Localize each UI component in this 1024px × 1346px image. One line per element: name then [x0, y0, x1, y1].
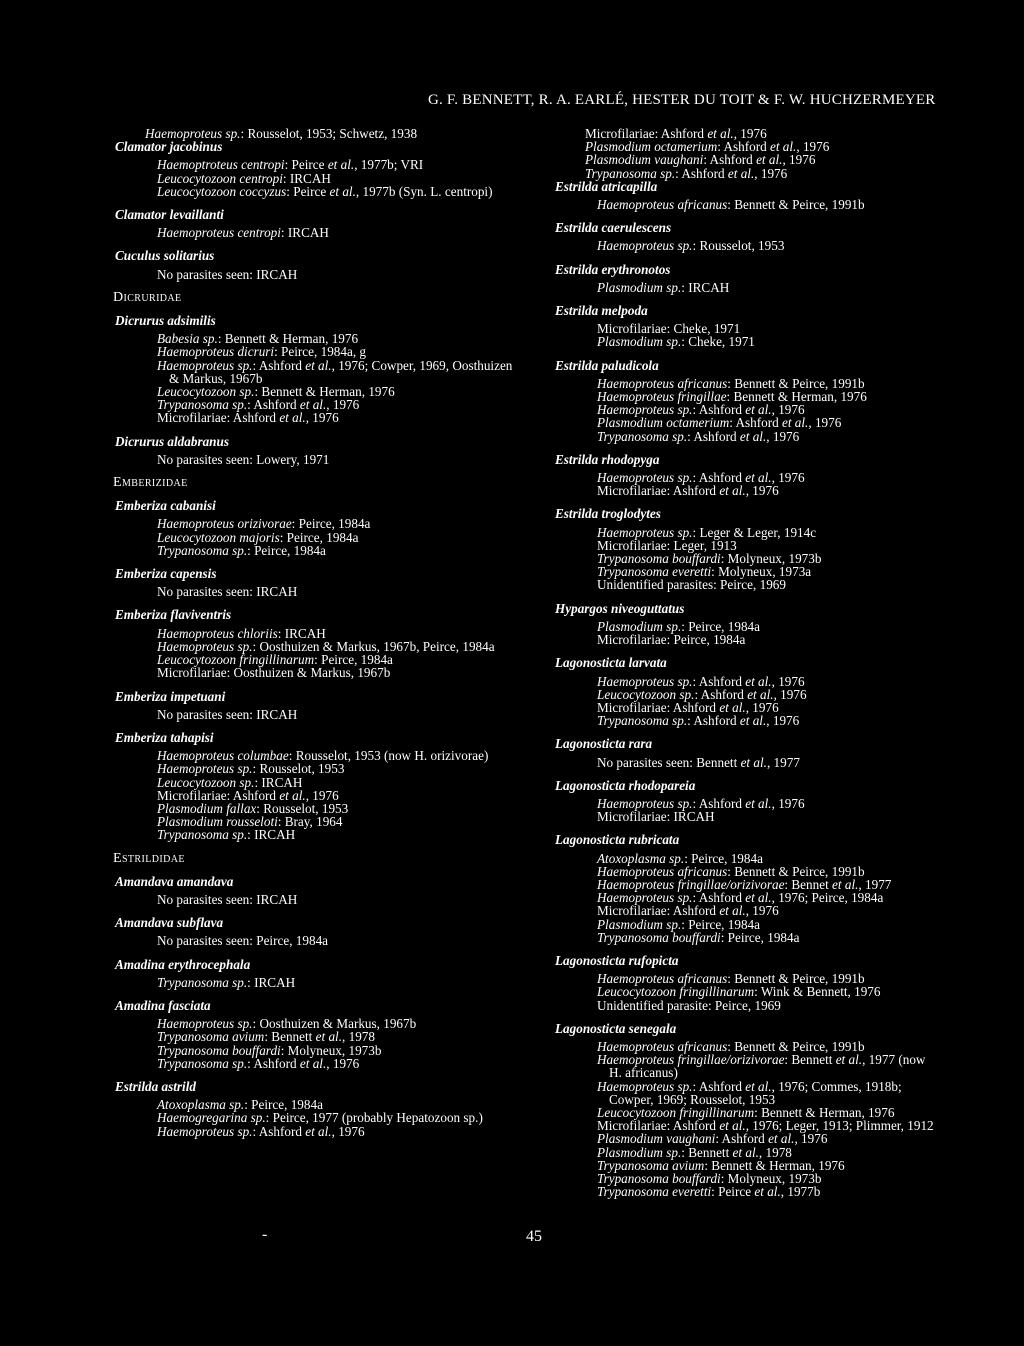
parasite-name: Haemoproteus africanus [597, 863, 728, 879]
citation: : Rousselot, 1953 [692, 238, 785, 254]
citation: : Ashford et al., 1976 [715, 1131, 828, 1147]
species-block [115, 999, 520, 1070]
parasite-entry [127, 934, 520, 947]
citation: : IRCAH [280, 225, 329, 241]
citation: : Molyneux, 1973b [720, 551, 822, 567]
species-name: Estrilda paludicola [555, 357, 659, 373]
parasite-name: Trypanosoma sp. [157, 827, 248, 843]
species-name: Estrilda troglodytes [555, 506, 661, 522]
citation: : Peirce, 1984a [314, 652, 393, 668]
citation: : Peirce, 1984a [247, 542, 326, 558]
citation: : Ashford et al., 1976 [247, 397, 360, 413]
species-name: Amadina erythrocephala [115, 956, 251, 972]
citation: : Peirce, 1977 (probably Hepatozoon sp.) [265, 1110, 483, 1126]
citation: : Ashford et al., 1976 [692, 795, 805, 811]
parasite-name: Haemoproteus sp. [597, 402, 693, 418]
parasite-name: Haemoproteus fringillae/orizivorae [597, 1052, 785, 1068]
parasite-name: No parasites seen [157, 933, 250, 949]
parasite-name: Unidentified parasite [597, 997, 708, 1013]
parasite-name: Microfilariae [597, 483, 667, 499]
citation: : Peirce, 1984a [681, 916, 760, 932]
species-name: Cuculus solitarius [115, 248, 215, 264]
parasite-name: Haemoproteus fringillae/orizivorae [597, 876, 785, 892]
parasite-entry [567, 931, 935, 944]
citation: : Bennett & Peirce, 1991b [727, 197, 865, 213]
citation: : Peirce, 1984a [681, 618, 760, 634]
parasite-name: Plasmodium sp. [597, 279, 682, 295]
citation: : Bennett & Peirce, 1991b [727, 863, 865, 879]
parasite-name: Leucocytozoon fringillinarum [597, 984, 755, 1000]
citation: : Molyneux, 1973a [711, 564, 812, 580]
species-block [555, 602, 935, 647]
species-block [555, 779, 935, 824]
citation: : Bennett & Herman, 1976 [217, 331, 359, 347]
citation: : Molyneux, 1973b [280, 1042, 382, 1058]
citation: : Ashford et al., 1976 [687, 428, 800, 444]
parasite-name: Plasmodium fallax [157, 800, 257, 816]
parasite-entry [127, 828, 520, 841]
citation: : Leger, 1913 [666, 537, 737, 553]
family-heading: Dicruridae [113, 289, 182, 305]
citation: : Ashford et al., 1976 [666, 699, 779, 715]
citation: : Ashford et al., 1976 [717, 139, 830, 155]
citation: : Rousselot, 1953 (now H. orizivorae) [288, 748, 489, 764]
citation: : Ashford et al., 1976 [692, 673, 805, 689]
citation: : IRCAH [249, 584, 298, 600]
parasite-entry [567, 714, 935, 727]
parasite-name: Trypanosoma sp. [157, 397, 248, 413]
citation: : Ashford et al., 1976 [729, 415, 842, 431]
citation: : Ashford et al., 1976; Cowper, 1969, Oosthuizen & Markus, 1967b [169, 357, 513, 386]
citation: : Bennett & Herman, 1976 [704, 1157, 845, 1173]
parasite-name: Trypanosoma avium [157, 1029, 265, 1045]
citation: : Bennett et al., 1978 [264, 1029, 375, 1045]
species-block [115, 608, 520, 679]
species-name: Estrilda atricapilla [555, 178, 658, 194]
parasite-name: Haemoproteus sp. [597, 890, 693, 906]
species-block [555, 656, 935, 727]
species-name: Amandava amandava [115, 873, 234, 889]
parasite-name: Haemoproteus sp. [597, 470, 693, 486]
parasite-name: Microfilariae [597, 903, 667, 919]
citation: : IRCAH [247, 827, 296, 843]
parasite-entry [567, 578, 935, 591]
parasite-name: Haemoproteus sp. [157, 1016, 253, 1032]
species-name: Clamator jacobinus [115, 139, 223, 155]
page-number: 45 [526, 1228, 542, 1245]
parasite-entry [567, 484, 935, 497]
citation: : Wink & Bennett, 1976 [754, 984, 881, 1000]
parasite-name: Babesia sp. [157, 331, 218, 347]
species-name: Lagonosticta rara [555, 736, 653, 752]
citation: : Molyneux, 1973b [720, 1171, 822, 1186]
citation: : Ashford et al., 1976 [703, 152, 816, 168]
parasite-name: Leucocytozoon sp. [157, 384, 255, 400]
left-column [115, 127, 520, 1148]
parasite-name: Leucocytozoon centropi [157, 170, 283, 186]
parasite-name: No parasites seen [157, 451, 250, 467]
parasite-name: No parasites seen [157, 584, 250, 600]
parasite-entry [127, 226, 520, 239]
parasite-name: Haemoproteus sp. [157, 761, 253, 777]
species-block [555, 954, 935, 1012]
citation: : Ashford et al., 1976 [675, 165, 788, 181]
citation: : IRCAH [249, 706, 298, 722]
species-block [115, 435, 520, 466]
parasite-name: Microfilariae [597, 537, 667, 553]
citation: : Rousselot, 1953 [252, 761, 345, 777]
parasite-name: Microfilariae [597, 1118, 667, 1134]
citation: : Peirce et al., 1977b; VRI [284, 157, 424, 173]
parasite-entry [127, 708, 520, 721]
parasite-entry [127, 666, 520, 679]
parasite-name: Plasmodium sp. [597, 334, 682, 350]
running-header: G. F. BENNETT, R. A. EARLÉ, HESTER DU TOIT & F. W. HUCHZERMEYER [428, 92, 936, 108]
parasite-name: Leucocytozoon sp. [597, 686, 695, 702]
citation: : Ashford et al., 1976 [666, 903, 779, 919]
citation: : Peirce, 1984a [684, 850, 763, 866]
parasite-entry [567, 810, 935, 823]
parasite-name: Microfilariae [157, 787, 227, 803]
footer-mark: - [262, 1226, 268, 1243]
species-name: Estrilda melpoda [555, 303, 648, 319]
citation: : IRCAH [249, 266, 298, 282]
parasite-name: No parasites seen [597, 754, 690, 770]
citation: : Bennett & Peirce, 1991b [727, 375, 865, 391]
parasite-name: Microfilariae [585, 126, 655, 141]
species-block [115, 875, 520, 906]
species-block [115, 314, 520, 425]
parasite-name: No parasites seen [157, 266, 250, 282]
citation: : Ashford et al., 1976 [226, 410, 339, 426]
citation: : Oosthuizen & Markus, 1967b [226, 665, 391, 681]
family-heading: Emberizidae [113, 475, 188, 491]
parasite-entry [127, 185, 520, 198]
species-name: Emberiza capensis [115, 566, 217, 582]
parasite-name: Haemoproteus sp. [157, 1123, 253, 1139]
parasite-name: Leucocytozoon majoris [157, 529, 280, 545]
species-name: Emberiza cabanisi [115, 498, 216, 514]
species-name: Estrilda erythronotos [555, 261, 671, 277]
parasite-name: Microfilariae [597, 632, 667, 648]
species-block [115, 1080, 520, 1138]
parasite-name: Unidentified parasites [597, 577, 714, 593]
citation: : Peirce, 1984a, g [274, 344, 367, 360]
parasite-name: Haemogregarina sp. [157, 1110, 266, 1126]
parasite-entry [567, 1080, 935, 1106]
parasite-name: Atoxoplasma sp. [597, 850, 685, 866]
citation: : Ashford et al., 1976 [226, 787, 339, 803]
citation: : Bennet et al., 1977 [784, 876, 892, 892]
citation: : Ashford et al., 1976 [687, 713, 800, 729]
family-heading: Estrildidae [113, 850, 185, 866]
parasite-entry [127, 585, 520, 598]
parasite-name: Haemoproteus africanus [597, 197, 728, 213]
species-name: Emberiza flaviventris [115, 607, 232, 623]
parasite-name: Haemoproteus sp. [157, 638, 253, 654]
citation: : Ashford et al., 1976 [692, 402, 805, 418]
citation: : IRCAH [249, 891, 298, 907]
species-name: Clamator levaillanti [115, 207, 224, 223]
species-block [115, 249, 520, 280]
parasite-entry [127, 544, 520, 557]
citation: : Ashford et al., 1976 [654, 126, 767, 141]
citation: : Cheke, 1971 [681, 334, 755, 350]
parasite-name: Leucocytozoon fringillinarum [157, 652, 315, 668]
parasite-entry [567, 335, 935, 348]
citation: : Peirce, 1984a [244, 1097, 323, 1113]
parasite-entry [127, 411, 520, 424]
citation: : Bennett & Peirce, 1991b [727, 971, 865, 987]
parasite-name: Haemoproteus orizivorae [157, 516, 292, 532]
species-name: Estrilda rhodopyga [555, 451, 660, 467]
citation: : Leger & Leger, 1914c [692, 524, 817, 540]
species-block [115, 499, 520, 557]
parasite-name: Microfilariae [597, 321, 667, 337]
citation: : IRCAH [254, 774, 303, 790]
parasite-name: Leucocytozoon coccyzus [157, 183, 287, 199]
species-name: Dicrurus adsimilis [115, 313, 216, 329]
parasite-name: Haemoproteus sp. [157, 357, 253, 373]
parasite-name: Plasmodium rousseloti [157, 814, 278, 830]
species-block [555, 737, 935, 768]
species-block [555, 263, 935, 294]
species-name: Lagonosticta larvata [555, 655, 667, 671]
citation: : Bennett et al., 1977 [689, 754, 800, 770]
citation: : Bennett et al., 1977 (now H. africanus) [609, 1052, 926, 1081]
species-block [115, 958, 520, 989]
citation: : Ashford et al., 1976; Leger, 1913; Plimmer, 1912 [666, 1118, 934, 1134]
parasite-name: Plasmodium vaughani [597, 1131, 716, 1147]
parasite-entry [567, 999, 935, 1012]
parasite-entry [127, 1125, 520, 1138]
species-block [555, 453, 935, 498]
species-block [115, 731, 520, 842]
citation: : Ashford et al., 1976 [247, 1055, 360, 1071]
parasite-entry [127, 359, 520, 385]
parasite-name: Microfilariae [157, 410, 227, 426]
parasite-name: Plasmodium sp. [597, 618, 682, 634]
parasite-name: Leucocytozoon sp. [157, 774, 255, 790]
species-name: Emberiza tahapisi [115, 729, 214, 745]
citation: : Oosthuizen & Markus, 1967b, Peirce, 1984a [252, 638, 495, 654]
citation: : Rousselot, 1953; Schwetz, 1938 [240, 126, 418, 141]
species-name: Lagonosticta senegala [555, 1020, 677, 1036]
parasite-name: Haemoproteus centropi [157, 225, 281, 241]
citation: : Ashford et al., 1976 [694, 686, 807, 702]
species-block [115, 916, 520, 947]
citation: : Peirce et al., 1977b (Syn. L. centropi) [286, 183, 493, 199]
parasite-name: Haemoproteus sp. [597, 524, 693, 540]
species-name: Lagonosticta rufopicta [555, 952, 679, 968]
citation: : Peirce, 1984a [720, 929, 800, 945]
parasite-entry [567, 633, 935, 646]
citation: : IRCAH [681, 279, 730, 295]
parasite-name: Plasmodium octamerium [585, 139, 718, 155]
parasite-entry [567, 198, 935, 211]
parasite-name: Haemoproteus chloriis [157, 625, 278, 641]
citation: : Ashford et al., 1976 [692, 470, 805, 486]
parasite-name: Haemoproteus africanus [597, 971, 728, 987]
parasite-name: Haemoproteus sp. [597, 238, 693, 254]
parasite-name: No parasites seen [157, 706, 250, 722]
parasite-name: Microfilariae [157, 665, 227, 681]
parasite-name: Trypanosoma everetti [597, 564, 712, 580]
species-name: Emberiza impetuani [115, 688, 226, 704]
parasite-entry [567, 1053, 935, 1079]
species-block [555, 359, 935, 443]
citation: : Peirce, 1984a [291, 516, 371, 532]
species-name: Amadina fasciata [115, 997, 211, 1013]
parasite-name: Haemoproteus sp. [597, 795, 693, 811]
species-block [115, 140, 520, 198]
citation: : Peirce, 1984a [249, 933, 329, 949]
parasite-entry [567, 1185, 935, 1198]
parasite-entry [567, 281, 935, 294]
parasite-name: Trypanosoma sp. [157, 974, 248, 990]
citation: : Ashford et al., 1976; Commes, 1918b; Cowper, 1969; Rousselot, 1953 [609, 1078, 902, 1107]
species-block [555, 221, 935, 252]
parasite-name: Haemoproteus dicruri [157, 344, 275, 360]
citation: : Peirce et al., 1977b [711, 1184, 821, 1200]
citation: : Cheke, 1971 [666, 321, 741, 337]
parasite-entry [585, 167, 935, 180]
parasite-name: Trypanosoma bouffardi [597, 551, 721, 567]
parasite-entry [127, 268, 520, 281]
parasite-name: Microfilariae [597, 699, 667, 715]
citation: : IRCAH [282, 170, 331, 186]
citation: : Lowery, 1971 [249, 451, 330, 467]
parasite-entry [127, 453, 520, 466]
parasite-name: Leucocytozoon fringillinarum [597, 1104, 755, 1120]
species-block [555, 1022, 935, 1199]
citation: : Ashford et al., 1976 [252, 1123, 365, 1139]
citation: : IRCAH [666, 809, 715, 825]
species-block [555, 304, 935, 349]
parasite-name: Trypanosoma sp. [597, 713, 688, 729]
citation: : IRCAH [277, 625, 326, 641]
citation: : Rousselot, 1953 [256, 800, 349, 816]
parasite-name: Trypanosoma everetti [597, 1184, 712, 1200]
parasite-entry [567, 756, 935, 769]
parasite-entry [127, 1057, 520, 1070]
species-name: Estrilda caerulescens [555, 220, 672, 236]
citation: : Peirce, 1984a [666, 632, 746, 648]
parasite-entry [567, 430, 935, 443]
citation: : Ashford et al., 1976 [666, 483, 779, 499]
parasite-entry [567, 239, 935, 252]
species-name: Estrilda astrild [115, 1078, 196, 1094]
citation: : Peirce, 1969 [707, 997, 781, 1013]
citation: : Ashford et al., 1976; Peirce, 1984a [692, 890, 884, 906]
citation: : Bennett & Herman, 1976 [254, 384, 395, 400]
species-block [555, 507, 935, 591]
citation: : Bennett et al., 1978 [681, 1144, 792, 1160]
parasite-name: Trypanosoma sp. [157, 1055, 248, 1071]
species-block [115, 690, 520, 721]
citation: : Bray, 1964 [277, 814, 343, 830]
parasite-name: Haemoproteus fringillae [597, 389, 727, 405]
species-name: Amandava subflava [115, 915, 224, 931]
parasite-name: Trypanosoma bouffardi [157, 1042, 281, 1058]
parasite-name: Trypanosoma sp. [597, 428, 688, 444]
citation: : IRCAH [247, 974, 296, 990]
parasite-name: Haemoproteus sp. [597, 673, 693, 689]
citation: : Peirce, 1969 [713, 577, 786, 593]
parasite-name: Plasmodium vaughani [585, 152, 704, 168]
parasite-name: Trypanosoma bouffardi [597, 1171, 721, 1186]
parasite-name: Haemoptroteus centropi [157, 157, 285, 173]
parasite-name: Haemoproteus africanus [597, 1038, 728, 1054]
parasite-name: Plasmodium sp. [597, 1144, 682, 1160]
parasite-name: Trypanosoma sp. [585, 165, 676, 181]
parasite-name: Haemoproteus africanus [597, 375, 728, 391]
species-block [555, 833, 935, 944]
parasite-name: Trypanosoma bouffardi [597, 929, 721, 945]
parasite-name: Plasmodium sp. [597, 916, 682, 932]
parasite-name: Plasmodium octamerium [597, 415, 730, 431]
species-name: Dicrurus aldabranus [115, 433, 229, 449]
citation: : Bennett & Peirce, 1991b [727, 1038, 865, 1054]
species-name: Hypargos niveoguttatus [555, 600, 685, 616]
species-name: Lagonosticta rubricata [555, 832, 680, 848]
parasite-name: Haemoproteus sp. [597, 1078, 693, 1094]
parasite-name: Microfilariae [597, 809, 667, 825]
species-block [115, 208, 520, 239]
citation: : Peirce, 1984a [279, 529, 359, 545]
citation: : Bennett & Herman, 1976 [754, 1104, 895, 1120]
parasite-entry [127, 976, 520, 989]
species-name: Lagonosticta rhodopareia [555, 777, 696, 793]
parasite-name: Haemoproteus sp. [145, 126, 241, 141]
parasite-name: Haemoproteus columbae [157, 748, 289, 764]
citation: : Bennett & Herman, 1976 [726, 389, 867, 405]
parasite-name: Atoxoplasma sp. [157, 1097, 245, 1113]
parasite-entry [127, 893, 520, 906]
citation: : Oosthuizen & Markus, 1967b [252, 1016, 417, 1032]
species-block [555, 180, 935, 211]
parasite-name: No parasites seen [157, 891, 250, 907]
parasite-name: Trypanosoma sp. [157, 542, 248, 558]
right-column [555, 127, 935, 1208]
species-block [115, 567, 520, 598]
parasite-name: Trypanosoma avium [597, 1157, 705, 1173]
